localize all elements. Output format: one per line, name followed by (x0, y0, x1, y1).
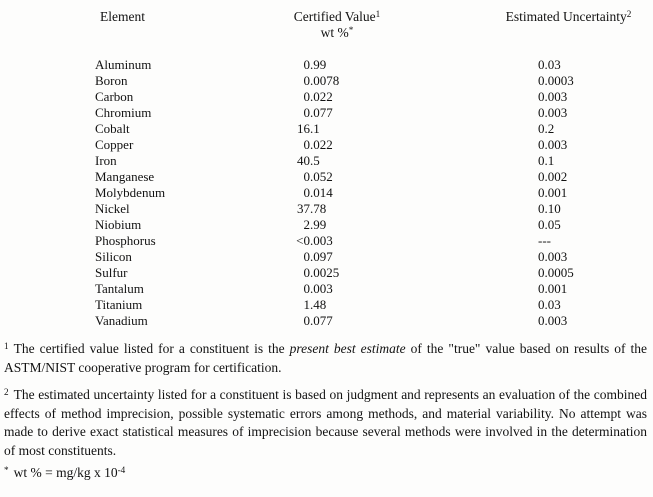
table-row (0, 297, 653, 313)
footnote-2-text: The estimated uncertainty listed for a constituent is based on judgment and represents an evaluation of the combined effects of method imprecision, possible systematic errors among methods, and material variability. No attempt was made to derive exact statistical measures of imprecision because several methods were involved in the determination of most constituents. (4, 387, 647, 458)
table-row (0, 73, 653, 89)
table-row (0, 153, 653, 169)
element-name-cell: Molybdenum (95, 185, 166, 200)
certified-value-cell (278, 73, 339, 89)
certified-values-table (0, 57, 653, 329)
certified-value-fraction-part: .003 (310, 233, 333, 248)
certified-value-cell (278, 105, 333, 121)
table-row (0, 105, 653, 121)
certified-value-fraction-part: .99 (310, 217, 327, 232)
footnote-star-exponent: -4 (117, 464, 126, 475)
certified-value-cell (278, 233, 333, 249)
element-name-cell: Tantalum (95, 281, 144, 296)
element-name-cell: Copper (95, 137, 134, 152)
footnote-1-text-after: of the "true" value based on results of the ASTM/NIST cooperative program for certification. (4, 341, 647, 375)
certified-value-cell (278, 137, 333, 153)
certified-value-footnote-ref: 1 (375, 8, 381, 19)
table-row (0, 89, 653, 105)
element-name-cell: Cobalt (95, 121, 130, 136)
footnote-1-marker: 1 (4, 340, 9, 351)
certified-value-fraction-part: .48 (310, 297, 327, 312)
uncertainty-cell: 0.10 (538, 201, 561, 216)
element-name-cell: Sulfur (95, 265, 128, 280)
certified-value-header-label: Certified Value (293, 9, 376, 24)
element-name-cell: Carbon (95, 89, 134, 104)
certified-value-fraction-part: .003 (310, 281, 333, 296)
uncertainty-cell: 0.003 (538, 249, 568, 264)
certified-value-cell (278, 185, 333, 201)
certified-value-integer-part: 37 (297, 201, 310, 216)
uncertainty-cell: 0.001 (538, 185, 568, 200)
certified-value-cell (278, 217, 326, 233)
certified-value-cell (278, 153, 320, 169)
table-row (0, 169, 653, 185)
certified-value-fraction-part: .052 (310, 169, 333, 184)
uncertainty-cell: 0.003 (538, 89, 568, 104)
certified-value-integer-part: 2 (303, 217, 310, 232)
unit-subheader (252, 25, 422, 41)
certified-value-integer-part: 0 (303, 313, 310, 328)
certified-value-fraction-part: .99 (310, 57, 327, 72)
certified-value-cell (278, 201, 326, 217)
footnote-2-marker: 2 (4, 386, 9, 397)
element-name-cell: Vanadium (95, 313, 148, 328)
certified-value-cell (278, 249, 333, 265)
certified-value-cell (278, 265, 339, 281)
uncertainty-cell: 0.003 (538, 105, 568, 120)
footnote-wt-percent (4, 464, 647, 483)
certified-value-fraction-part: .022 (310, 137, 333, 152)
uncertainty-cell: 0.003 (538, 313, 568, 328)
certified-value-cell (278, 121, 320, 137)
element-name-cell: Chromium (95, 105, 152, 120)
certified-value-cell (278, 281, 333, 297)
element-name-cell: Boron (95, 73, 128, 88)
certified-value-cell (278, 297, 326, 313)
uncertainty-cell: 0.03 (538, 57, 561, 72)
element-name-cell: Manganese (95, 169, 155, 184)
table-row (0, 57, 653, 73)
footnote-star-marker: * (4, 464, 9, 475)
certified-value-fraction-part: .077 (310, 105, 333, 120)
certified-value-cell (278, 89, 333, 105)
uncertainty-footnote-ref: 2 (626, 8, 632, 19)
certified-value-integer-part: 40 (297, 153, 310, 168)
element-name-cell: Titanium (95, 297, 143, 312)
certified-value-integer-part: 0 (303, 185, 310, 200)
table-row (0, 121, 653, 137)
unit-footnote-ref: * (348, 24, 354, 35)
certified-value-integer-part: <0 (296, 233, 310, 248)
footnote-1-text-before: The certified value listed for a constituent is the (13, 341, 290, 356)
element-name-cell: Silicon (95, 249, 132, 264)
certified-value-integer-part: 0 (303, 265, 310, 280)
table-row (0, 185, 653, 201)
certified-value-fraction-part: .014 (310, 185, 333, 200)
certified-value-integer-part: 16 (297, 121, 310, 136)
certified-value-integer-part: 0 (303, 281, 310, 296)
certified-value-fraction-part: .0078 (310, 73, 340, 88)
certified-value-integer-part: 0 (303, 169, 310, 184)
table-row (0, 249, 653, 265)
footnote-star-text: wt % = mg/kg x 10 (13, 465, 118, 480)
uncertainty-cell: 0.003 (538, 137, 568, 152)
uncertainty-cell: --- (538, 233, 551, 248)
certified-value-header-line (252, 9, 422, 25)
element-name-cell: Niobium (95, 217, 142, 232)
certified-value-integer-part: 0 (303, 73, 310, 88)
footnote-1-italic-phrase: present best estimate (289, 341, 406, 356)
uncertainty-cell: 0.002 (538, 169, 568, 184)
certified-value-fraction-part: .0025 (310, 265, 340, 280)
element-name-cell: Nickel (95, 201, 130, 216)
certified-value-fraction-part: .5 (310, 153, 320, 168)
uncertainty-cell: 0.2 (538, 121, 555, 136)
uncertainty-cell: 0.03 (538, 297, 561, 312)
table-row (0, 233, 653, 249)
certified-value-fraction-part: .022 (310, 89, 333, 104)
table-row (0, 201, 653, 217)
certified-value-integer-part: 0 (303, 249, 310, 264)
uncertainty-header-label: Estimated Uncertainty (505, 9, 627, 24)
uncertainty-cell: 0.0005 (538, 265, 574, 280)
unit-label: wt % (320, 25, 349, 40)
certified-value-integer-part: 0 (303, 105, 310, 120)
table-row (0, 137, 653, 153)
uncertainty-cell: 0.05 (538, 217, 561, 232)
element-column-header (100, 9, 145, 25)
uncertainty-cell: 0.001 (538, 281, 568, 296)
certified-value-integer-part: 0 (303, 89, 310, 104)
certified-value-fraction-part: .78 (310, 201, 327, 216)
certified-value-column-header (252, 9, 422, 41)
certified-value-integer-part: 0 (303, 137, 310, 152)
table-row (0, 217, 653, 233)
element-name-cell: Aluminum (95, 57, 152, 72)
uncertainty-cell: 0.0003 (538, 73, 574, 88)
certified-value-cell (278, 169, 333, 185)
certified-value-fraction-part: .077 (310, 313, 333, 328)
element-name-cell: Phosphorus (95, 233, 156, 248)
certified-value-fraction-part: .097 (310, 249, 333, 264)
certified-value-integer-part: 1 (303, 297, 310, 312)
element-header-label: Element (100, 9, 145, 24)
table-row (0, 281, 653, 297)
certified-value-integer-part: 0 (303, 57, 310, 72)
table-row (0, 313, 653, 329)
table-row (0, 265, 653, 281)
element-name-cell: Iron (95, 153, 117, 168)
footnote-certified-value (4, 340, 647, 377)
certified-value-cell (278, 313, 333, 329)
certified-value-fraction-part: .1 (310, 121, 320, 136)
uncertainty-cell: 0.1 (538, 153, 555, 168)
certified-value-cell (278, 57, 326, 73)
uncertainty-column-header (487, 9, 650, 25)
footnote-uncertainty (4, 386, 647, 460)
